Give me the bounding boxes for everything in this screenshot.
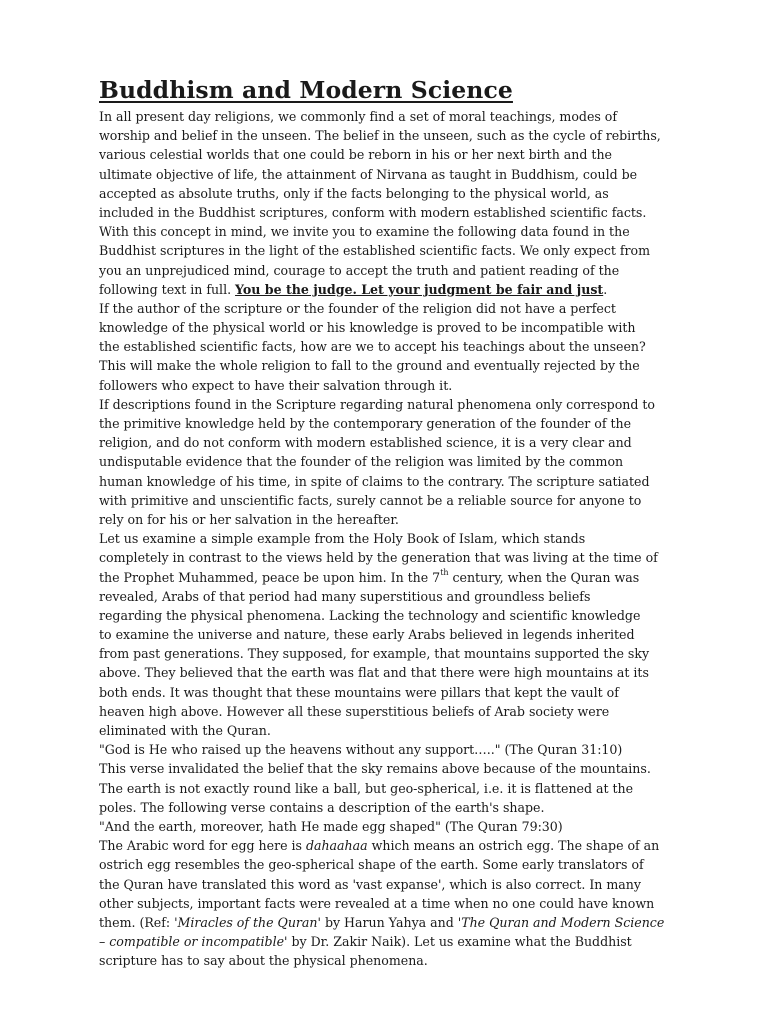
text-line: The earth is not exactly round like a ball, but geo-spherical, i.e. it is flattened at the [99,780,634,796]
text-span: . [603,281,608,297]
document-body [99,107,708,970]
text-line: various celestial worlds that one could be reborn in his or her next birth and the [99,147,612,163]
text-line: knowledge of the physical world or his knowledge is proved to be incompatible with [99,320,636,336]
superscript: th [440,568,449,578]
text-line: This will make the whole religion to fall to the ground and eventually rejected by the [99,358,640,374]
text-line: revealed, Arabs of that period had many superstitious and groundless beliefs [99,588,591,604]
text-line: If the author of the scripture or the founder of the religion did not have a perfect [99,300,616,316]
text-line: the established scientific facts, how are we to accept his teachings about the unseen? [99,339,646,355]
text-line-reference [99,913,708,932]
text-line: the primitive knowledge held by the contemporary generation of the founder of the [99,416,632,431]
text-line: Buddhist scriptures in the light of the established scientific facts. We only expect from [99,243,651,259]
quote-line: "God is He who raised up the heavens without any support….." (The Quran 31:10) [99,742,623,758]
text-line: to examine the universe and nature, these early Arabs believed in legends inherited [99,627,635,643]
book-title-italic: – compatible or incompatible [99,934,285,950]
text-span: ' by Dr. Zakir Naik). Let us examine what the Buddhist [284,934,632,950]
document-title: Buddhism and Modern Science [99,76,513,104]
text-line: religion, and do not conform with modern established science, it is a very clear and [99,435,632,451]
text-line: If descriptions found in the Scripture regarding natural phenomena only correspond to [99,396,655,412]
text-line: you an unprejudiced mind, courage to accept the truth and patient reading of the [99,262,620,278]
text-span: them. (Ref: ' [99,914,178,930]
text-line: both ends. It was thought that these mountains were pillars that kept the vault of [99,684,619,700]
text-span: following text in full. [99,281,236,297]
text-line: regarding the physical phenomena. Lacking the technology and scientific knowledge [99,607,641,623]
text-span: The Arabic word for egg here is [99,838,306,854]
text-line-arabic-word [99,836,708,855]
text-line: This verse invalidated the belief that the sky remains above because of the mountains. [99,761,651,777]
text-line: followers who expect to have their salvation through it. [99,377,453,393]
book-title-italic: The Quran and Modern Science [461,914,665,930]
text-line: scripture has to say about the physical phenomena. [99,953,428,969]
text-line: accepted as absolute truths, only if the facts belonging to the physical world, as [99,185,609,201]
text-line: eliminated with the Quran. [99,723,271,738]
text-span: ' by Harun Yahya and ' [317,914,462,930]
text-line: heaven high above. However all these superstitious beliefs of Arab society were [99,703,610,719]
text-line: ultimate objective of life, the attainment of Nirvana as taught in Buddhism, could be [99,166,638,182]
text-line: rely on for his or her salvation in the hereafter. [99,511,399,527]
text-line-century [99,568,708,587]
quote-line: "And the earth, moreover, hath He made egg shaped" (The Quran 79:30) [99,818,563,834]
text-line: Let us examine a simple example from the Holy Book of Islam, which stands [99,531,586,547]
judge-emphasis: You be the judge. Let your judgment be fair and just [235,281,604,297]
text-line: the Quran have translated this word as 'vast expanse', which is also correct. In many [99,876,641,892]
text-span: which means an ostrich egg. The shape of an [367,838,660,854]
text-line: ostrich egg resembles the geo-spherical shape of the earth. Some early translators of [99,857,644,873]
text-line: included in the Buddhist scriptures, conform with modern established scientific facts. [99,204,647,220]
text-line: completely in contrast to the views held by the generation that was living at the time of [99,550,658,566]
text-line-judge [99,280,708,299]
text-line: With this concept in mind, we invite you to examine the following data found in the [99,224,630,240]
text-line-reference-cont [99,932,708,951]
text-span: the Prophet Muhammed, peace be upon him. In the 7 [99,569,441,585]
text-line: from past generations. They supposed, for example, that mountains supported the sky [99,646,650,662]
text-line: undisputable evidence that the founder of the religion was limited by the common [99,454,624,470]
book-title-italic: Miracles of the Quran [177,914,318,930]
text-line: with primitive and unscientific facts, surely cannot be a reliable source for anyone to [99,492,642,508]
text-line: human knowledge of his time, in spite of claims to the contrary. The scripture satiated [99,473,650,489]
italic-word: dahaahaa [305,838,368,854]
text-line: above. They believed that the earth was flat and that there were high mountains at its [99,665,649,681]
text-line: other subjects, important facts were revealed at a time when no one could have known [99,895,655,911]
text-line: poles. The following verse contains a description of the earth's shape. [99,799,545,815]
text-line: In all present day religions, we commonly find a set of moral teachings, modes of [99,109,618,124]
text-span: century, when the Quran was [448,569,640,585]
text-line: worship and belief in the unseen. The belief in the unseen, such as the cycle of rebirths, [99,128,661,144]
